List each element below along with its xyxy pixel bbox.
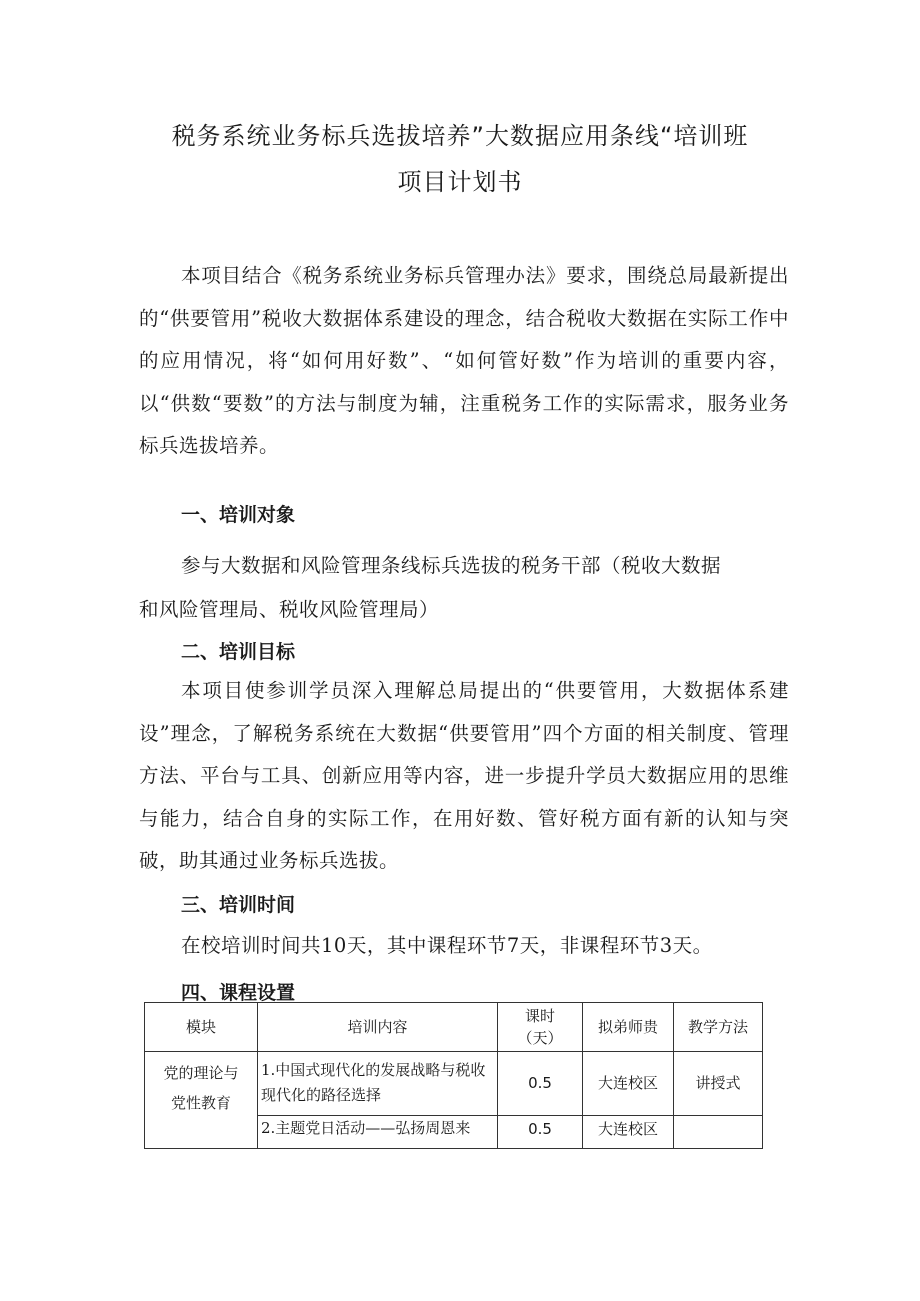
section-heading-courses: 四、课程设置 [181,982,296,1004]
section-heading-target: 一、培训对象 [181,504,296,526]
row-content: 1.中国式现代化的发展战略与税收现代化的路径选择 [258,1052,498,1116]
intro-text: 本项目结合《税务系统业务标兵管理办法》要求，围绕总局最新提出的“供要管用”税收大数据体系建设的理念，结合税收大数据在实际工作中的应用情况，将“如何用好数”、“如何管好数”作为培训的重要内容，以“供数“要数”的方法与制度为辅，注重税务工作的实际需求，服务业务标兵选拔培养。 [139,264,789,458]
target-line2: 和风险管理局、税收风险管理局） [139,598,440,621]
section-heading-time: 三、培训时间 [181,894,296,916]
goal-paragraph [139,670,789,883]
target-line1: 参与大数据和风险管理条线标兵选拔的税务干部（税收大数据 [181,554,722,577]
document-title-line2: 项目计划书 [397,168,523,196]
row-method: 讲授式 [674,1052,763,1116]
section-heading-goal: 二、培训目标 [181,641,296,663]
row-hours: 0.5 [498,1115,583,1148]
row-method [674,1115,763,1148]
header-content: 培训内容 [258,1003,498,1052]
goal-text: 本项目使参训学员深入理解总局提出的“供要管用，大数据体系建设”理念，了解税务系统在大数据“供要管用”四个方面的相关制度、管理方法、平台与工具、创新应用等内容，进一步提升学员大数据应用的思维与能力，结合自身的实际工作，在用好数、管好税方面有新的认知与突破，助其通过业务标兵选拔。 [139,679,789,873]
header-hours: 课时（天） [498,1003,583,1052]
row-module: 党的理论与党性教育 [145,1052,258,1149]
document-title-line1: 税务系统业务标兵选拔培养”大数据应用条线“培训班 [171,122,749,150]
row-hours: 0.5 [498,1052,583,1116]
row-teacher: 大连校区 [583,1052,674,1116]
time-text: 在校培训时间共10天，其中课程环节7天，非课程环节3天。 [181,934,713,957]
row-content: 2.主题党日活动——弘扬周恩来 [258,1115,498,1148]
intro-paragraph [139,255,789,468]
course-table [144,1002,763,1149]
header-teacher: 拟弟师贵 [583,1003,674,1052]
row-teacher: 大连校区 [583,1115,674,1148]
table-row [145,1052,763,1116]
table-header-row [145,1003,763,1052]
header-module: 模块 [145,1003,258,1052]
header-method: 教学方法 [674,1003,763,1052]
